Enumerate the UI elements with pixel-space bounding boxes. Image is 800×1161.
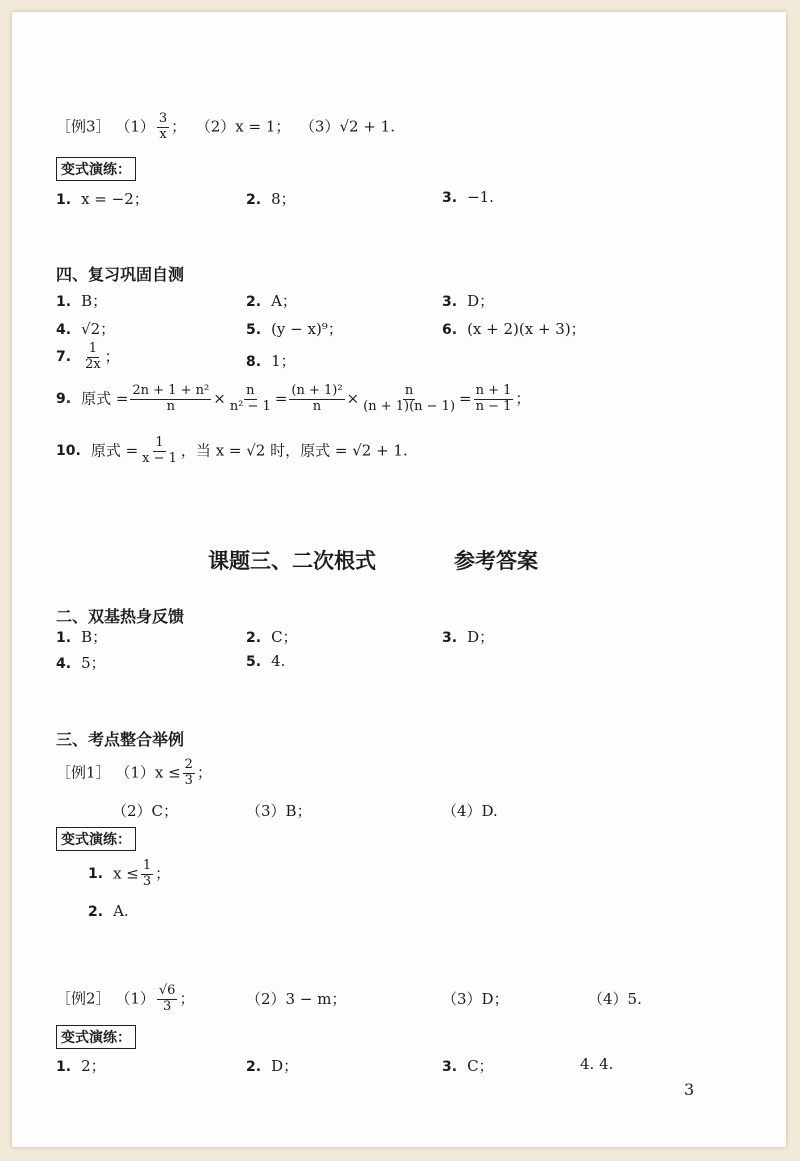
item-number: 4. <box>56 656 72 672</box>
fraction <box>157 112 169 143</box>
numerator: n <box>404 383 414 398</box>
variant-practice-box <box>56 157 136 181</box>
fraction <box>83 342 103 373</box>
answer-text: （1） <box>115 117 155 136</box>
denominator: (n + 1)(n − 1) <box>363 398 456 414</box>
item-number: 2. <box>246 630 262 646</box>
list-item <box>246 626 298 647</box>
item-number: 5. <box>246 654 262 670</box>
list-item-equation <box>56 436 408 467</box>
list-item <box>246 652 285 670</box>
item-number: 1. <box>56 630 72 646</box>
fraction <box>157 984 178 1015</box>
box-label: 变式演练： <box>56 1025 136 1049</box>
answer-text: A； <box>271 292 297 310</box>
fraction <box>140 436 179 467</box>
list-item: （2）3 − m； <box>246 990 347 1008</box>
answer-text: （1）x ≤ <box>115 763 181 782</box>
variant-practice-box <box>56 1025 136 1049</box>
section-heading: 四、复习巩固自测 <box>56 265 185 284</box>
example-label: ［例3］ <box>56 117 111 136</box>
answer-text: 5； <box>81 654 106 672</box>
item-number: 6. <box>442 322 458 338</box>
item-number: 8. <box>246 354 262 370</box>
item-number: 1. <box>56 192 72 208</box>
variant-practice-box <box>56 827 136 851</box>
item-number: 7. <box>56 349 72 366</box>
numerator: 3 <box>158 111 168 126</box>
answer-text: D； <box>271 1057 299 1075</box>
list-item: （3）D； <box>442 990 509 1008</box>
operator: = <box>459 389 472 408</box>
numerator: 2n + 1 + n² <box>132 383 210 398</box>
fraction <box>361 384 457 415</box>
list-item: （3）B； <box>246 802 312 820</box>
list-item <box>442 626 494 647</box>
fraction <box>474 384 514 415</box>
item-number: 2. <box>246 294 262 310</box>
item-number: 1. <box>56 1059 72 1075</box>
list-item: （4）D. <box>442 802 498 820</box>
answer-text: 8； <box>271 190 296 208</box>
page-number: 3 <box>684 1080 695 1099</box>
numerator: n + 1 <box>475 383 512 398</box>
denominator: n <box>312 398 322 414</box>
list-item <box>442 318 586 339</box>
item-number: 5. <box>246 322 262 338</box>
numerator: 1 <box>88 341 97 356</box>
fraction <box>289 384 344 415</box>
denominator: 3 <box>184 772 193 788</box>
item-number: 2. <box>88 904 104 920</box>
example-label: ［例2］ <box>56 989 111 1008</box>
answer-text: （2）x = 1； <box>195 117 291 136</box>
item-number: 3. <box>442 190 458 206</box>
example-1-line <box>56 758 212 789</box>
answer-text: x = −2； <box>81 190 149 208</box>
list-item <box>56 318 115 339</box>
answer-text: D； <box>467 628 495 646</box>
answer-text: ； <box>171 117 187 136</box>
numerator: √6 <box>158 983 176 998</box>
denominator: 3 <box>142 873 152 889</box>
section-heading: 二、双基热身反馈 <box>56 607 185 626</box>
answer-text: （3）√2 + 1. <box>299 117 395 136</box>
item-number: 9. <box>56 391 72 408</box>
fraction <box>130 384 211 415</box>
list-item: 4. 4. <box>580 1055 614 1073</box>
item-number: 3. <box>442 1059 458 1075</box>
list-item <box>56 1055 106 1076</box>
answer-text: ； <box>155 864 171 883</box>
list-item <box>88 902 129 920</box>
answer-text: x ≤ <box>113 864 139 883</box>
denominator: 3 <box>163 998 172 1014</box>
example-3-line <box>56 112 395 143</box>
answer-text: C； <box>467 1057 494 1075</box>
box-label: 变式演练： <box>56 157 136 181</box>
list-item: （4）5. <box>588 990 642 1008</box>
answer-text: B； <box>81 292 108 310</box>
fraction <box>228 384 273 415</box>
list-item <box>246 188 296 209</box>
item-number: 2. <box>246 1059 262 1075</box>
denominator: n <box>166 398 175 414</box>
item-number: 4. <box>56 322 72 338</box>
item-number: 1. <box>56 294 72 310</box>
answer-text: 2； <box>81 1057 106 1075</box>
denominator: x − 1 <box>142 450 177 466</box>
list-item <box>246 318 343 339</box>
operator: × <box>346 389 360 408</box>
answer-text: −1. <box>467 188 494 206</box>
page <box>12 12 786 1147</box>
lesson-title: 课题三、二次根式 <box>208 549 376 573</box>
answer-text: ； <box>104 347 120 366</box>
fraction <box>183 758 195 789</box>
example-2-line <box>56 984 194 1015</box>
answer-text: （1） <box>115 989 155 1008</box>
denominator: n² − 1 <box>229 398 271 414</box>
answer-text: ； <box>179 989 195 1008</box>
answer-text: B； <box>81 628 108 646</box>
list-item <box>442 188 494 206</box>
equation-text: ，当 x = √2 时，原式 = √2 + 1. <box>180 441 408 460</box>
equation-text: ； <box>515 389 531 408</box>
list-item: （2）C； <box>112 802 179 820</box>
fraction <box>141 859 153 890</box>
operator: × <box>213 389 226 408</box>
example-label: ［例1］ <box>56 763 111 782</box>
answer-text: (y − x)⁹； <box>271 320 343 338</box>
answer-text: 4. <box>271 652 286 670</box>
item-number: 3. <box>442 630 458 646</box>
item-number: 10. <box>56 443 81 460</box>
list-item <box>246 290 297 311</box>
denominator: 2x <box>85 356 101 372</box>
list-item <box>246 350 296 371</box>
answer-text: (x + 2)(x + 3)； <box>467 320 586 338</box>
operator: = <box>274 389 288 408</box>
list-item <box>56 626 107 647</box>
numerator: 1 <box>142 858 152 873</box>
numerator: (n + 1)² <box>291 383 343 398</box>
list-item <box>56 652 106 673</box>
answer-text: D； <box>467 292 495 310</box>
equation-text: 原式 = <box>90 441 139 460</box>
list-item <box>442 290 494 311</box>
answer-text: 1； <box>271 352 296 370</box>
list-item <box>56 342 120 373</box>
answer-text: C； <box>271 628 298 646</box>
list-item <box>88 859 170 890</box>
section-heading: 三、考点整合举例 <box>56 730 185 749</box>
list-item <box>246 1055 298 1076</box>
equation-text: 原式 = <box>81 389 129 408</box>
answer-text: A. <box>113 902 129 920</box>
box-label: 变式演练： <box>56 827 136 851</box>
list-item-equation <box>56 384 530 415</box>
numerator: 1 <box>155 435 164 450</box>
numerator: 2 <box>184 757 193 772</box>
item-number: 1. <box>88 866 104 883</box>
denominator: n − 1 <box>475 398 512 414</box>
numerator: n <box>246 383 255 398</box>
answer-text: √2； <box>81 320 116 338</box>
item-number: 3. <box>442 294 458 310</box>
list-item <box>442 1055 494 1076</box>
denominator: x <box>159 126 167 142</box>
list-item <box>56 188 149 209</box>
list-item <box>56 290 107 311</box>
item-number: 2. <box>246 192 262 208</box>
answer-text: ； <box>196 763 212 782</box>
answers-title: 参考答案 <box>454 549 538 573</box>
